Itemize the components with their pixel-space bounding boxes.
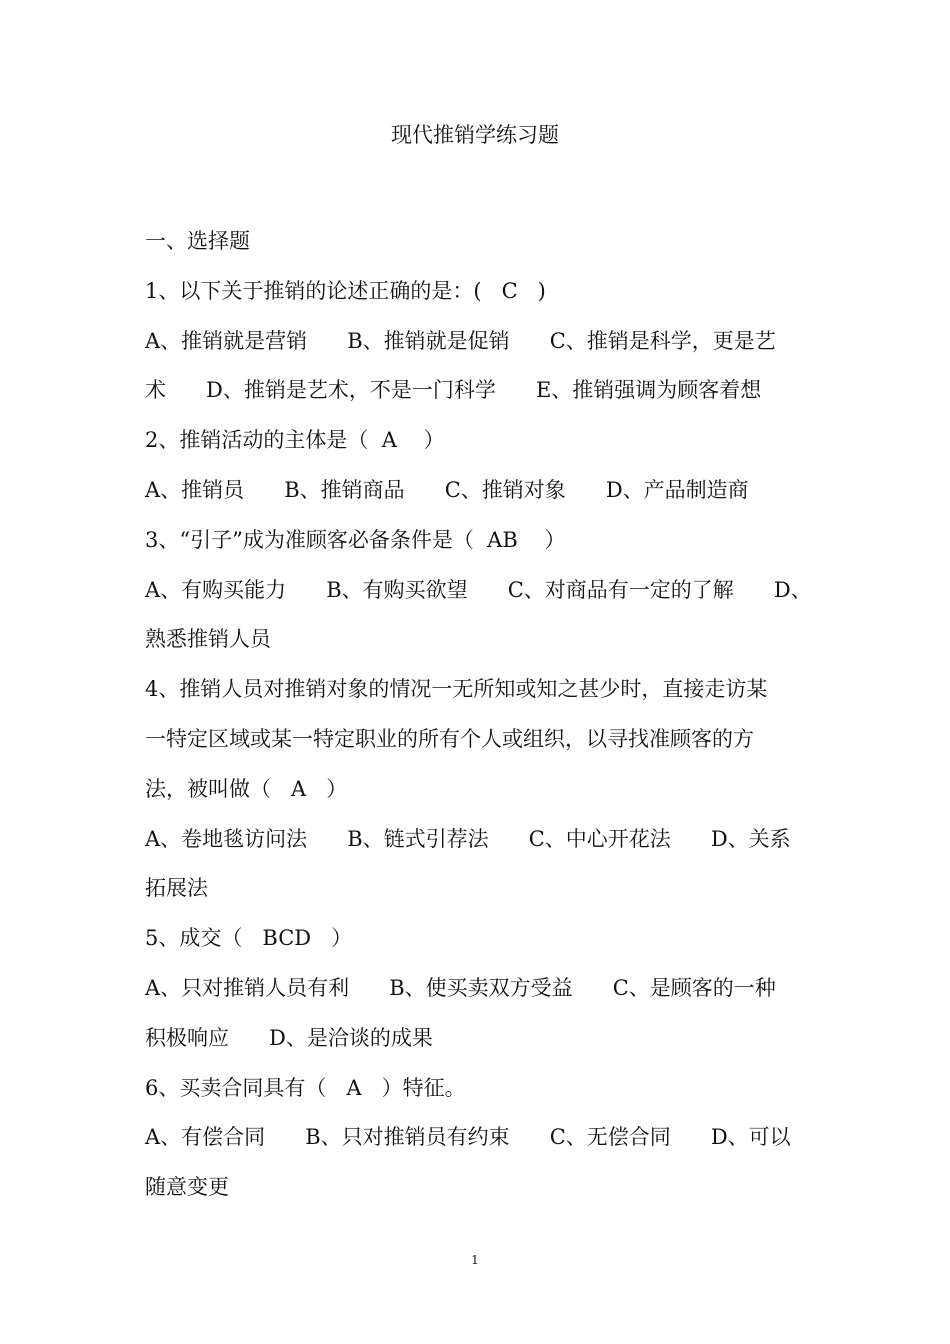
question-4-options-line-1: A、卷地毯访问法 B、链式引荐法 C、中心开花法 D、关系 bbox=[145, 826, 791, 851]
page-number: 1 bbox=[471, 1253, 479, 1267]
question-4-line-3: 法，被叫做（ A ） bbox=[145, 776, 348, 801]
question-3-options-line-2: 熟悉推销人员 bbox=[145, 627, 271, 652]
question-4-options-line-2: 拓展法 bbox=[145, 876, 208, 901]
question-3-options-line-1: A、有购买能力 B、有购买欲望 C、对商品有一定的了解 D、 bbox=[145, 577, 812, 602]
question-1: 1、以下关于推销的论述正确的是：( C ) bbox=[145, 278, 546, 303]
question-1-options-line-1: A、推销就是营销 B、推销就是促销 C、推销是科学，更是艺 bbox=[145, 328, 776, 353]
question-2: 2、推销活动的主体是（ A ） bbox=[145, 428, 445, 453]
question-6: 6、买卖合同具有（ A ）特征。 bbox=[145, 1075, 466, 1100]
question-5-options-line-1: A、只对推销人员有利 B、使买卖双方受益 C、是顾客的一种 bbox=[145, 975, 776, 1000]
question-6-options-line-1: A、有偿合同 B、只对推销员有约束 C、无偿合同 D、可以 bbox=[145, 1125, 791, 1150]
question-4-line-2: 一特定区域或某一特定职业的所有个人或组织，以寻找准顾客的方 bbox=[145, 726, 754, 751]
question-1-options-line-2: 术 D、推销是艺术，不是一门科学 E、推销强调为顾客着想 bbox=[145, 378, 762, 403]
question-4-line-1: 4、推销人员对推销对象的情况一无所知或知之甚少时，直接走访某 bbox=[145, 677, 768, 702]
question-2-options: A、推销员 B、推销商品 C、推销对象 D、产品制造商 bbox=[145, 477, 749, 502]
document-body bbox=[145, 217, 817, 1213]
question-5-options-line-2: 积极响应 D、是洽谈的成果 bbox=[145, 1025, 433, 1050]
question-6-options-line-2: 随意变更 bbox=[145, 1175, 229, 1200]
question-5: 5、成交（ BCD ） bbox=[145, 926, 353, 951]
document-title: 现代推销学练习题 bbox=[391, 123, 559, 147]
section-heading: 一、选择题 bbox=[145, 229, 250, 253]
question-3: 3、“引子”成为准顾客必备条件是（ AB ） bbox=[145, 527, 566, 552]
